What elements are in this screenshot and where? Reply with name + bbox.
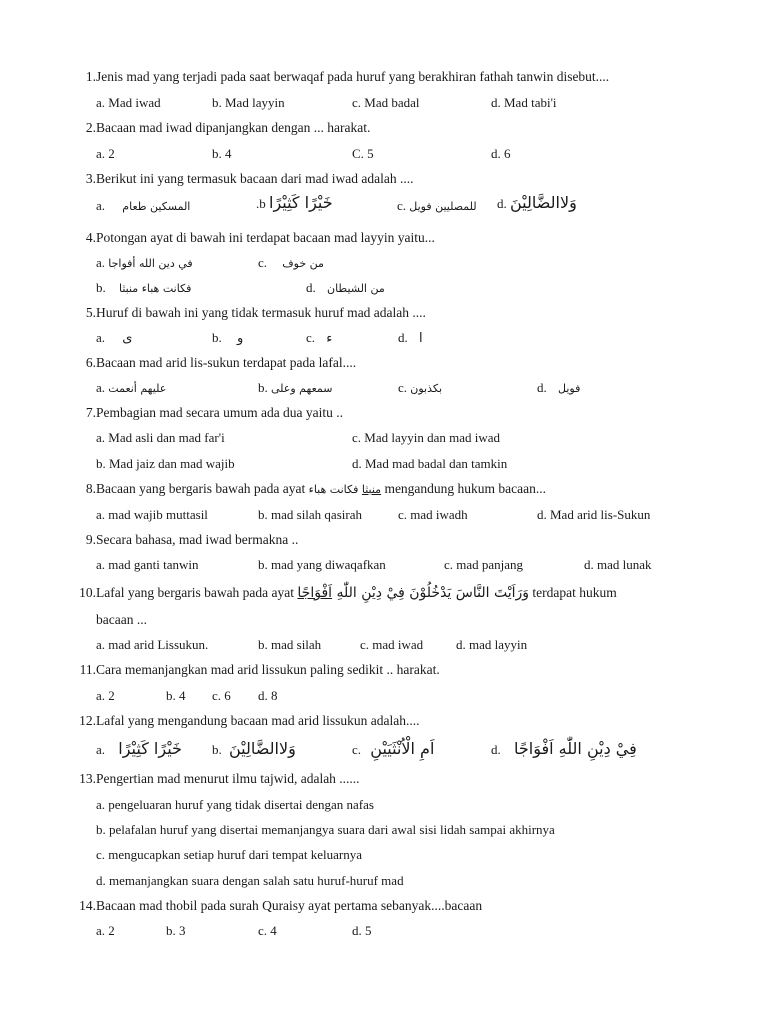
question-number: 7. xyxy=(85,405,96,420)
option-label: a. xyxy=(96,380,106,395)
arabic-verse-rest: فكانت هباء xyxy=(308,483,359,496)
arabic-text: فويل xyxy=(558,382,581,395)
underlined-word: اَفْوَاجًا xyxy=(297,585,333,601)
option-c[interactable]: c. Mad layyin dan mad iwad xyxy=(352,430,501,445)
option-label: b. xyxy=(212,742,222,757)
option-label: d. xyxy=(537,380,547,395)
question-text-start: Lafal yang bergaris bawah pada ayat xyxy=(96,585,295,600)
option-c[interactable] xyxy=(306,329,332,348)
option-b[interactable] xyxy=(212,740,296,759)
option-d[interactable] xyxy=(497,194,577,213)
arabic-letter: ى xyxy=(122,331,133,346)
question-number: 14. xyxy=(79,898,96,913)
option-d[interactable]: d. Mad arid lis-Sukun xyxy=(537,507,651,522)
question-text: Potongan ayat di bawah ini terdapat bacaan mad layyin yaitu... xyxy=(96,230,435,245)
question-text: Bacaan mad thobil pada surah Quraisy ayat pertama sebanyak....bacaan xyxy=(96,898,483,913)
question-text: Lafal yang mengandung bacaan mad arid lissukun adalah.... xyxy=(96,713,420,728)
option-d[interactable] xyxy=(537,379,580,398)
option-label: b. xyxy=(258,380,268,395)
option-b[interactable]: b. Mad jaiz dan mad wajib xyxy=(96,456,235,471)
option-a[interactable] xyxy=(96,329,132,348)
option-d[interactable]: d. Mad mad badal dan tamkin xyxy=(352,456,508,471)
arabic-text: سمعهم وعلى xyxy=(271,382,333,395)
question-number: 1. xyxy=(85,69,96,84)
option-a[interactable] xyxy=(96,254,193,273)
option-a[interactable] xyxy=(96,740,182,759)
question-text-end: mengandung hukum bacaan... xyxy=(384,481,547,496)
option-a[interactable]: a. mad wajib muttasil xyxy=(96,507,208,522)
question-number: 6. xyxy=(85,355,96,370)
arabic-text: من خوف xyxy=(282,257,324,270)
question-number: 8. xyxy=(85,481,96,496)
option-label: c. xyxy=(258,255,268,270)
option-label: .b xyxy=(256,196,266,211)
option-d[interactable]: d. mad layyin xyxy=(456,637,528,652)
option-a[interactable]: a. 2 xyxy=(96,688,115,703)
option-a[interactable]: a. mad arid Lissukun. xyxy=(96,637,209,652)
arabic-letter: ء xyxy=(326,331,333,346)
question-number: 4. xyxy=(85,230,96,245)
question-number: 13. xyxy=(79,771,96,786)
option-a[interactable] xyxy=(96,197,190,216)
option-a[interactable]: a. mad ganti tanwin xyxy=(96,557,199,572)
option-b[interactable]: b. 4 xyxy=(166,688,186,703)
option-b[interactable]: b. 4 xyxy=(212,146,232,161)
arabic-text: بكذبون xyxy=(410,382,443,395)
option-d[interactable]: d. memanjangkan suara dengan salah satu huruf-huruf mad xyxy=(96,873,404,888)
option-d[interactable]: d. mad lunak xyxy=(584,557,652,572)
option-b[interactable] xyxy=(256,194,333,213)
question-number: 11. xyxy=(79,662,96,677)
option-d[interactable]: d. 8 xyxy=(258,688,278,703)
question-text: Pembagian mad secara umum ada dua yaitu .. xyxy=(96,405,344,420)
arabic-text: المسكين طعام xyxy=(122,200,191,213)
option-label: b. xyxy=(212,330,222,345)
arabic-text: خَيْرًا كَثِيْرًا xyxy=(118,739,182,758)
arabic-verse xyxy=(309,483,381,496)
option-b[interactable] xyxy=(212,329,243,348)
option-b[interactable]: b. mad silah qasirah xyxy=(258,507,362,522)
option-c[interactable]: c. mad iwad xyxy=(360,637,424,652)
option-label: a. xyxy=(96,742,106,757)
question-number: 5. xyxy=(85,305,96,320)
option-b[interactable]: b. Mad layyin xyxy=(212,95,285,110)
option-c[interactable]: c. mad panjang xyxy=(444,557,524,572)
question-text: Berikut ini yang termasuk bacaan dari mad iwad adalah .... xyxy=(96,171,414,186)
question-number: 3. xyxy=(85,171,96,186)
arabic-text: من الشيطان xyxy=(327,282,385,295)
option-a[interactable]: a. Mad iwad xyxy=(96,95,161,110)
option-c[interactable] xyxy=(352,740,434,759)
option-d[interactable]: d. Mad tabi'i xyxy=(491,95,557,110)
option-c[interactable]: C. 5 xyxy=(352,146,374,161)
question-text xyxy=(96,584,617,602)
question-text: Cara memanjangkan mad arid lissukun paling sedikit .. harakat. xyxy=(96,662,440,677)
question-number: 9. xyxy=(85,532,96,547)
question-text: Bacaan mad arid lis-sukun terdapat pada lafal.... xyxy=(96,355,357,370)
question-text-end: terdapat hukum xyxy=(532,585,617,600)
arabic-verse-rest: وَرَاَيْتَ النَّاسَ يَدْخُلُوْنَ فِيْ دِيْنِ اللّٰهِ xyxy=(336,585,530,601)
question-text: Jenis mad yang terjadi pada saat berwaqaf pada huruf yang berakhiran fathah tanwin disebut.... xyxy=(96,69,610,84)
option-c[interactable]: c. Mad badal xyxy=(352,95,420,110)
question-text-continued: bacaan ... xyxy=(96,612,147,627)
arabic-letter: ا xyxy=(419,331,423,346)
option-c[interactable] xyxy=(258,254,324,273)
option-label: d. xyxy=(398,330,408,345)
arabic-letter: و xyxy=(237,331,244,346)
option-c[interactable]: c. mengucapkan setiap huruf dari tempat keluarnya xyxy=(96,847,363,862)
question-text: Bacaan mad iwad dipanjangkan dengan ... harakat. xyxy=(96,120,371,135)
arabic-text: للمصليين فويل xyxy=(409,200,477,213)
arabic-text: عليهم أنعمت xyxy=(108,382,167,395)
option-b[interactable]: b. pelafalan huruf yang disertai memanjangya suara dari awal sisi lidah sampai akhirnya xyxy=(96,822,555,837)
option-d[interactable] xyxy=(306,279,385,298)
arabic-text: فِيْ دِيْنِ اللّٰهِ اَفْوَاجًا xyxy=(514,739,637,758)
option-label: d. xyxy=(497,196,507,211)
option-label: c. xyxy=(397,198,407,213)
option-a[interactable]: a. 2 xyxy=(96,923,115,938)
arabic-text: اَمِ الْاُنْثَيَيْنِ xyxy=(370,739,435,758)
option-a[interactable]: a. 2 xyxy=(96,146,115,161)
arabic-text: فكانت هباء منبثا xyxy=(119,282,192,295)
question-number: 10. xyxy=(79,585,96,600)
option-b[interactable]: b. mad yang diwaqafkan xyxy=(258,557,386,572)
arabic-verse xyxy=(297,585,529,601)
question-text-start: Bacaan yang bergaris bawah pada ayat xyxy=(96,481,306,496)
option-c[interactable]: c. 4 xyxy=(258,923,277,938)
arabic-text: وَلاالضَّالِيْنَ xyxy=(510,193,577,212)
option-b[interactable] xyxy=(258,379,332,398)
question-text xyxy=(96,480,546,499)
question-text: Huruf di bawah ini yang tidak termasuk huruf mad adalah .... xyxy=(96,305,426,320)
question-number: 2. xyxy=(85,120,96,135)
arabic-text: وَلاالضَّالِيْنَ xyxy=(229,739,296,758)
option-d[interactable]: d. 6 xyxy=(491,146,511,161)
option-label: b. xyxy=(96,280,106,295)
arabic-text: في دين الله أفواجا xyxy=(108,257,193,270)
option-label: a. xyxy=(96,255,106,270)
option-label: a. xyxy=(96,330,106,345)
option-label: c. xyxy=(352,742,362,757)
arabic-text: خَيْرًا كَثِيْرًا xyxy=(269,193,333,212)
option-label: c. xyxy=(306,330,316,345)
question-text: Secara bahasa, mad iwad bermakna .. xyxy=(96,532,299,547)
question-number: 12. xyxy=(79,713,96,728)
option-c[interactable]: c. 6 xyxy=(212,688,231,703)
option-b[interactable]: b. 3 xyxy=(166,923,186,938)
option-c[interactable] xyxy=(397,197,477,216)
option-d[interactable] xyxy=(491,740,637,759)
option-c[interactable] xyxy=(398,379,442,398)
option-label: d. xyxy=(306,280,316,295)
option-b[interactable] xyxy=(96,279,191,298)
option-d[interactable]: d. 5 xyxy=(352,923,372,938)
option-a[interactable] xyxy=(96,379,166,398)
question-text: Pengertian mad menurut ilmu tajwid, adalah ...... xyxy=(96,771,360,786)
option-b[interactable]: b. mad silah xyxy=(258,637,322,652)
option-a[interactable]: a. pengeluaran huruf yang tidak disertai dengan nafas xyxy=(96,797,374,812)
option-c[interactable]: c. mad iwadh xyxy=(398,507,468,522)
option-label: c. xyxy=(398,380,408,395)
underlined-word: منبثا xyxy=(361,483,382,496)
option-a[interactable]: a. Mad asli dan mad far'i xyxy=(96,430,225,445)
option-label: a. xyxy=(96,198,106,213)
option-d[interactable] xyxy=(398,329,423,348)
option-label: d. xyxy=(491,742,501,757)
